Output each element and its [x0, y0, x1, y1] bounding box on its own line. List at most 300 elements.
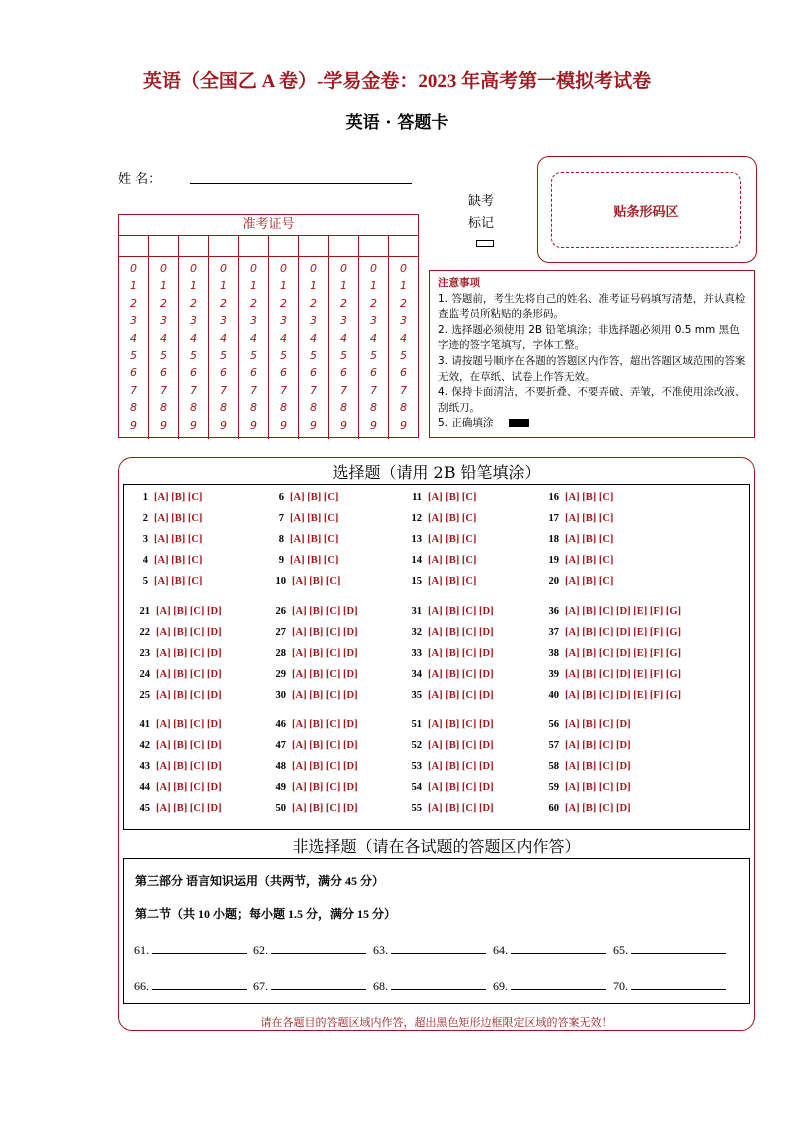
blank-answer[interactable]	[134, 977, 247, 994]
blank-line[interactable]	[271, 977, 366, 990]
question-22[interactable]	[136, 627, 222, 638]
exam-number-write-cell[interactable]	[239, 236, 269, 256]
exam-number-column	[389, 257, 418, 439]
exam-number-write-cell[interactable]	[269, 236, 299, 256]
exam-digit-bubble[interactable]: 2	[400, 296, 407, 310]
question-13[interactable]	[408, 534, 476, 545]
exam-digit-bubble[interactable]: 1	[310, 279, 317, 293]
answer-options[interactable]: [A] [B] [C] [D]	[428, 669, 494, 680]
answer-options[interactable]: [A] [B] [C] [D]	[565, 803, 631, 814]
exam-digit-bubble[interactable]: 4	[130, 331, 137, 345]
answer-options[interactable]: [A] [B] [C] [D]	[156, 803, 222, 814]
exam-number-write-cell[interactable]	[359, 236, 389, 256]
question-28[interactable]	[272, 648, 358, 659]
question-27[interactable]	[272, 627, 358, 638]
answer-options[interactable]: [A] [B] [C] [D] [E] [F] [G]	[565, 669, 682, 680]
absent-checkbox[interactable]	[476, 240, 494, 247]
answer-options[interactable]: [A] [B] [C] [D]	[156, 690, 222, 701]
exam-digit-bubble[interactable]: 4	[160, 331, 167, 345]
question-24[interactable]	[136, 669, 222, 680]
answer-options[interactable]: [A] [B] [C] [D] [E] [F] [G]	[565, 606, 682, 617]
exam-digit-bubble[interactable]: 0	[370, 262, 377, 275]
question-41[interactable]	[136, 719, 222, 730]
exam-digit-bubble[interactable]: 7	[250, 383, 257, 397]
question-number: 11	[412, 492, 422, 503]
exam-number-column	[209, 257, 239, 439]
exam-digit-bubble[interactable]: 8	[370, 401, 377, 415]
answer-options[interactable]: [A] [B] [C]	[428, 492, 477, 503]
answer-options[interactable]: [A] [B] [C] [D]	[428, 719, 494, 730]
exam-digit-bubble[interactable]: 0	[310, 262, 317, 275]
question-45[interactable]	[136, 803, 222, 814]
question-3[interactable]	[136, 534, 202, 545]
exam-digit-bubble[interactable]: 9	[400, 418, 407, 432]
question-52[interactable]	[408, 740, 494, 751]
exam-digit-bubble[interactable]: 0	[250, 262, 257, 275]
question-56[interactable]	[545, 719, 631, 730]
question-number: 20	[548, 576, 559, 587]
exam-digit-bubble[interactable]: 1	[130, 279, 137, 293]
question-53[interactable]	[408, 761, 494, 772]
answer-options[interactable]: [A] [B] [C] [D]	[428, 627, 494, 638]
question-number: 30	[275, 690, 286, 701]
question-number: 59	[548, 782, 559, 793]
question-30[interactable]	[272, 690, 358, 701]
question-number: 1	[142, 492, 148, 503]
exam-digit-bubble[interactable]: 0	[130, 262, 137, 275]
question-number: 4	[142, 555, 148, 566]
exam-digit-bubble[interactable]: 7	[400, 383, 407, 397]
answer-options[interactable]: [A] [B] [C]	[290, 513, 339, 524]
answer-options[interactable]: [A] [B] [C]	[290, 492, 339, 503]
blank-answer[interactable]	[253, 977, 366, 994]
blank-answer[interactable]	[493, 941, 606, 958]
answer-options[interactable]: [A] [B] [C] [D]	[292, 740, 358, 751]
exam-digit-bubble[interactable]: 3	[190, 314, 197, 328]
question-33[interactable]	[408, 648, 494, 659]
exam-digit-bubble[interactable]: 0	[340, 262, 347, 275]
question-44[interactable]	[136, 782, 222, 793]
exam-digit-bubble[interactable]: 6	[160, 366, 167, 380]
answer-options[interactable]: [A] [B] [C] [D]	[565, 719, 631, 730]
answer-options[interactable]: [A] [B] [C] [D]	[156, 669, 222, 680]
name-label: 姓 名：	[118, 172, 162, 187]
exam-digit-bubble[interactable]: 6	[220, 366, 227, 380]
blank-line[interactable]	[152, 941, 247, 954]
question-number: 25	[139, 690, 150, 701]
question-number: 19	[548, 555, 559, 566]
exam-number-column	[119, 257, 149, 439]
exam-digit-bubble[interactable]: 6	[280, 366, 287, 380]
exam-digit-bubble[interactable]: 7	[220, 383, 227, 397]
question-20[interactable]	[545, 576, 613, 587]
exam-digit-bubble[interactable]: 1	[400, 279, 407, 293]
exam-number-column	[149, 257, 179, 439]
blank-number: 67.	[253, 979, 268, 993]
exam-digit-bubble[interactable]: 5	[190, 349, 197, 363]
exam-digit-bubble[interactable]: 9	[250, 418, 257, 432]
question-18[interactable]	[545, 534, 613, 545]
question-2[interactable]	[136, 513, 202, 524]
question-32[interactable]	[408, 627, 494, 638]
exam-digit-bubble[interactable]: 5	[370, 349, 377, 363]
question-19[interactable]	[545, 555, 613, 566]
exam-number-write-row[interactable]	[119, 236, 418, 257]
exam-digit-bubble[interactable]: 2	[250, 296, 257, 310]
answer-options[interactable]: [A] [B] [C] [D]	[565, 740, 631, 751]
exam-number-column	[359, 257, 389, 439]
exam-digit-bubble[interactable]: 3	[160, 314, 167, 328]
question-37[interactable]	[545, 627, 681, 638]
answer-options[interactable]: [A] [B] [C] [D]	[292, 803, 358, 814]
answer-options[interactable]: [A] [B] [C] [D]	[292, 606, 358, 617]
question-50[interactable]	[272, 803, 358, 814]
exam-digit-bubble[interactable]: 3	[280, 314, 287, 328]
question-4[interactable]	[136, 555, 202, 566]
exam-number-write-cell[interactable]	[149, 236, 179, 256]
exam-digit-bubble[interactable]: 6	[370, 366, 377, 380]
exam-digit-bubble[interactable]: 1	[250, 279, 257, 293]
question-16[interactable]	[545, 492, 613, 503]
question-48[interactable]	[272, 761, 358, 772]
question-12[interactable]	[408, 513, 476, 524]
question-8[interactable]	[272, 534, 338, 545]
answer-options[interactable]: [A] [B] [C] [D]	[156, 627, 222, 638]
question-number: 28	[275, 648, 286, 659]
exam-digit-bubble[interactable]: 0	[220, 262, 227, 275]
question-7[interactable]	[272, 513, 338, 524]
answer-options[interactable]: [A] [B] [C] [D] [E] [F] [G]	[565, 627, 682, 638]
exam-digit-bubble[interactable]: 7	[370, 383, 377, 397]
barcode-label: 贴条形码区	[551, 172, 741, 248]
exam-digit-bubble[interactable]: 9	[160, 418, 167, 432]
blank-answer[interactable]	[253, 941, 366, 958]
exam-digit-bubble[interactable]: 6	[190, 366, 197, 380]
exam-digit-bubble[interactable]: 6	[310, 366, 317, 380]
answer-options[interactable]: [A] [B] [C] [D]	[428, 782, 494, 793]
blank-answer[interactable]	[373, 977, 486, 994]
answer-options[interactable]: [A] [B] [C] [D]	[156, 719, 222, 730]
blank-answer[interactable]	[134, 941, 247, 958]
exam-digit-bubble[interactable]: 8	[400, 401, 407, 415]
question-number: 9	[278, 555, 284, 566]
answer-options[interactable]: [A] [B] [C] [D] [E] [F] [G]	[565, 690, 682, 701]
exam-digit-bubble[interactable]: 5	[310, 349, 317, 363]
exam-digit-bubble[interactable]: 7	[310, 383, 317, 397]
exam-digit-bubble[interactable]: 5	[220, 349, 227, 363]
blank-answer[interactable]	[613, 977, 726, 994]
question-number: 7	[278, 513, 284, 524]
question-40[interactable]	[545, 690, 681, 701]
exam-digit-bubble[interactable]: 3	[340, 314, 347, 328]
question-58[interactable]	[545, 761, 631, 772]
answer-options[interactable]: [A] [B] [C]	[154, 534, 203, 545]
question-number: 47	[275, 740, 286, 751]
exam-digit-bubble[interactable]: 1	[220, 279, 227, 293]
exam-digit-bubble[interactable]: 5	[280, 349, 287, 363]
answer-options[interactable]: [A] [B] [C] [D]	[428, 606, 494, 617]
answer-options[interactable]: [A] [B] [C] [D]	[292, 669, 358, 680]
blank-line[interactable]	[391, 941, 486, 954]
exam-digit-bubble[interactable]: 1	[190, 279, 197, 293]
question-54[interactable]	[408, 782, 494, 793]
question-35[interactable]	[408, 690, 494, 701]
answer-options[interactable]: [A] [B] [C]	[565, 513, 614, 524]
question-number: 44	[139, 782, 150, 793]
question-34[interactable]	[408, 669, 494, 680]
question-number: 17	[548, 513, 559, 524]
question-39[interactable]	[545, 669, 681, 680]
answer-options[interactable]: [A] [B] [C]	[154, 555, 203, 566]
exam-digit-bubble[interactable]: 4	[340, 331, 347, 345]
exam-digit-bubble[interactable]: 3	[130, 314, 137, 328]
exam-digit-bubble[interactable]: 7	[340, 383, 347, 397]
question-59[interactable]	[545, 782, 631, 793]
notes-item: 5. 正确填涂	[438, 416, 746, 432]
exam-digit-bubble[interactable]: 1	[370, 279, 377, 293]
exam-digit-bubble[interactable]: 2	[370, 296, 377, 310]
answer-options[interactable]: [A] [B] [C] [D]	[565, 761, 631, 772]
exam-digit-bubble[interactable]: 2	[280, 296, 287, 310]
question-number: 23	[139, 648, 150, 659]
exam-digit-bubble[interactable]: 5	[160, 349, 167, 363]
answer-options[interactable]: [A] [B] [C] [D]	[156, 648, 222, 659]
exam-digit-bubble[interactable]: 4	[190, 331, 197, 345]
exam-number-write-cell[interactable]	[329, 236, 359, 256]
answer-options[interactable]: [A] [B] [C]	[565, 534, 614, 545]
exam-digit-bubble[interactable]: 5	[130, 349, 137, 363]
answer-options[interactable]: [A] [B] [C]	[565, 492, 614, 503]
question-51[interactable]	[408, 719, 494, 730]
answer-options[interactable]: [A] [B] [C]	[428, 513, 477, 524]
exam-digit-bubble[interactable]: 8	[190, 401, 197, 415]
question-15[interactable]	[408, 576, 476, 587]
answer-options[interactable]: [A] [B] [C]	[428, 576, 477, 587]
exam-number-write-cell[interactable]	[209, 236, 239, 256]
question-36[interactable]	[545, 606, 681, 617]
answer-options[interactable]: [A] [B] [C] [D]	[428, 648, 494, 659]
exam-digit-bubble[interactable]: 6	[400, 366, 407, 380]
answer-options[interactable]: [A] [B] [C] [D]	[292, 690, 358, 701]
exam-digit-bubble[interactable]: 0	[190, 262, 197, 275]
exam-number-write-cell[interactable]	[389, 236, 418, 256]
question-5[interactable]	[136, 576, 202, 587]
exam-number-column	[179, 257, 209, 439]
exam-number-header: 准考证号	[119, 215, 418, 236]
exam-digit-bubble[interactable]: 2	[160, 296, 167, 310]
answer-options[interactable]: [A] [B] [C]	[292, 576, 341, 587]
blank-answer[interactable]	[373, 941, 486, 958]
question-10[interactable]	[272, 576, 340, 587]
exam-digit-bubble[interactable]: 8	[340, 401, 347, 415]
blank-number: 61.	[134, 943, 149, 957]
answer-options[interactable]: [A] [B] [C]	[154, 492, 203, 503]
exam-digit-bubble[interactable]: 0	[400, 262, 407, 275]
answer-options[interactable]: [A] [B] [C] [D]	[565, 782, 631, 793]
blank-line[interactable]	[271, 941, 366, 954]
name-field[interactable]	[190, 183, 412, 184]
answer-options[interactable]: [A] [B] [C]	[428, 555, 477, 566]
question-25[interactable]	[136, 690, 222, 701]
answer-options[interactable]: [A] [B] [C] [D]	[156, 606, 222, 617]
question-55[interactable]	[408, 803, 494, 814]
exam-digit-bubble[interactable]: 6	[340, 366, 347, 380]
exam-digit-bubble[interactable]: 5	[340, 349, 347, 363]
notes-item: 3. 请按题号顺序在各题的答题区内作答，超出答题区域范围的答案无效，在草纸、试卷上作答无效。	[438, 354, 746, 383]
exam-digit-bubble[interactable]: 9	[370, 418, 377, 432]
answer-options[interactable]: [A] [B] [C] [D]	[292, 782, 358, 793]
exam-digit-bubble[interactable]: 3	[370, 314, 377, 328]
exam-digit-bubble[interactable]: 8	[220, 401, 227, 415]
exam-number-grid	[118, 214, 419, 438]
question-number: 24	[139, 669, 150, 680]
exam-digit-bubble[interactable]: 2	[310, 296, 317, 310]
exam-digit-bubble[interactable]: 1	[160, 279, 167, 293]
answer-options[interactable]: [A] [B] [C]	[565, 555, 614, 566]
exam-digit-bubble[interactable]: 0	[160, 262, 167, 275]
exam-digit-bubble[interactable]: 6	[250, 366, 257, 380]
exam-digit-bubble[interactable]: 7	[160, 383, 167, 397]
answer-options[interactable]: [A] [B] [C]	[290, 534, 339, 545]
answer-options[interactable]: [A] [B] [C]	[154, 513, 203, 524]
blank-line[interactable]	[511, 941, 606, 954]
answer-options[interactable]: [A] [B] [C]	[154, 576, 203, 587]
question-14[interactable]	[408, 555, 476, 566]
question-42[interactable]	[136, 740, 222, 751]
question-23[interactable]	[136, 648, 222, 659]
answer-options[interactable]: [A] [B] [C] [D]	[428, 803, 494, 814]
blank-line[interactable]	[631, 977, 726, 990]
exam-digit-bubble[interactable]: 8	[130, 401, 137, 415]
blank-number: 64.	[493, 943, 508, 957]
exam-digit-bubble[interactable]: 2	[340, 296, 347, 310]
answer-options[interactable]: [A] [B] [C] [D]	[292, 627, 358, 638]
question-number: 40	[548, 690, 559, 701]
exam-digit-bubble[interactable]: 4	[220, 331, 227, 345]
answer-options[interactable]: [A] [B] [C] [D]	[428, 740, 494, 751]
objective-title: 选择题（请用 2B 铅笔填涂）	[332, 463, 541, 482]
exam-digit-bubble[interactable]: 9	[310, 418, 317, 432]
blank-line[interactable]	[631, 941, 726, 954]
exam-digit-bubble[interactable]: 1	[340, 279, 347, 293]
exam-digit-bubble[interactable]: 2	[130, 296, 137, 310]
exam-digit-bubble[interactable]: 4	[400, 331, 407, 345]
page-title: 英语（全国乙 A 卷）-学易金卷：2023 年高考第一模拟考试卷	[142, 71, 652, 92]
answer-options[interactable]: [A] [B] [C] [D]	[156, 782, 222, 793]
question-38[interactable]	[545, 648, 681, 659]
exam-digit-bubble[interactable]: 8	[250, 401, 257, 415]
question-number: 48	[275, 761, 286, 772]
exam-digit-bubble[interactable]: 3	[220, 314, 227, 328]
question-43[interactable]	[136, 761, 222, 772]
exam-digit-bubble[interactable]: 8	[280, 401, 287, 415]
question-6[interactable]	[272, 492, 338, 503]
exam-digit-bubble[interactable]: 4	[370, 331, 377, 345]
answer-options[interactable]: [A] [B] [C] [D]	[292, 761, 358, 772]
question-9[interactable]	[272, 555, 338, 566]
exam-digit-bubble[interactable]: 7	[190, 383, 197, 397]
question-46[interactable]	[272, 719, 358, 730]
question-57[interactable]	[545, 740, 631, 751]
question-number: 46	[275, 719, 286, 730]
question-number: 60	[548, 803, 559, 814]
answer-options[interactable]: [A] [B] [C]	[428, 534, 477, 545]
answer-options[interactable]: [A] [B] [C]	[290, 555, 339, 566]
question-number: 18	[548, 534, 559, 545]
answer-options[interactable]: [A] [B] [C] [D]	[292, 648, 358, 659]
answer-options[interactable]: [A] [B] [C] [D]	[428, 690, 494, 701]
answer-options[interactable]: [A] [B] [C]	[565, 576, 614, 587]
question-47[interactable]	[272, 740, 358, 751]
blank-answer[interactable]	[613, 941, 726, 958]
blank-line[interactable]	[152, 977, 247, 990]
blank-line[interactable]	[391, 977, 486, 990]
exam-digit-bubble[interactable]: 2	[190, 296, 197, 310]
exam-digit-bubble[interactable]: 3	[310, 314, 317, 328]
exam-digit-bubble[interactable]: 6	[130, 366, 137, 380]
question-17[interactable]	[545, 513, 613, 524]
question-number: 21	[139, 606, 150, 617]
exam-digit-bubble[interactable]: 5	[400, 349, 407, 363]
exam-number-write-cell[interactable]	[299, 236, 329, 256]
question-31[interactable]	[408, 606, 494, 617]
question-number: 56	[548, 719, 559, 730]
question-21[interactable]	[136, 606, 222, 617]
answer-options[interactable]: [A] [B] [C] [D]	[428, 761, 494, 772]
exam-digit-bubble[interactable]: 3	[250, 314, 257, 328]
exam-digit-bubble[interactable]: 2	[220, 296, 227, 310]
exam-digit-bubble[interactable]: 7	[130, 383, 137, 397]
exam-digit-bubble[interactable]: 4	[310, 331, 317, 345]
question-1[interactable]	[136, 492, 202, 503]
section2-heading: 第二节（共 10 小题；每小题 1.5 分，满分 15 分）	[135, 907, 397, 921]
exam-digit-bubble[interactable]: 9	[130, 418, 137, 432]
exam-digit-bubble[interactable]: 4	[280, 331, 287, 345]
exam-digit-bubble[interactable]: 8	[310, 401, 317, 415]
exam-digit-bubble[interactable]: 9	[190, 418, 197, 432]
question-49[interactable]	[272, 782, 358, 793]
answer-options[interactable]: [A] [B] [C] [D]	[292, 719, 358, 730]
question-number: 39	[548, 669, 559, 680]
exam-number-write-cell[interactable]	[119, 236, 149, 256]
exam-digit-bubble[interactable]: 3	[400, 314, 407, 328]
question-number: 13	[411, 534, 422, 545]
question-11[interactable]	[408, 492, 476, 503]
answer-options[interactable]: [A] [B] [C] [D]	[156, 761, 222, 772]
exam-digit-bubble[interactable]: 0	[280, 262, 287, 275]
exam-digit-bubble[interactable]: 7	[280, 383, 287, 397]
exam-digit-bubble[interactable]: 9	[280, 418, 287, 432]
exam-digit-bubble[interactable]: 9	[220, 418, 227, 432]
exam-digit-bubble[interactable]: 9	[340, 418, 347, 432]
exam-number-write-cell[interactable]	[179, 236, 209, 256]
question-29[interactable]	[272, 669, 358, 680]
question-26[interactable]	[272, 606, 358, 617]
blank-answer[interactable]	[493, 977, 606, 994]
blank-line[interactable]	[511, 977, 606, 990]
answer-options[interactable]: [A] [B] [C] [D]	[156, 740, 222, 751]
question-60[interactable]	[545, 803, 631, 814]
exam-digit-bubble[interactable]: 4	[250, 331, 257, 345]
answer-options[interactable]: [A] [B] [C] [D] [E] [F] [G]	[565, 648, 682, 659]
exam-digit-bubble[interactable]: 1	[280, 279, 287, 293]
notes-list	[438, 292, 746, 432]
blank-number: 63.	[373, 943, 388, 957]
blank-number: 69.	[493, 979, 508, 993]
exam-digit-bubble[interactable]: 8	[160, 401, 167, 415]
exam-digit-bubble[interactable]: 5	[250, 349, 257, 363]
question-number: 26	[275, 606, 286, 617]
